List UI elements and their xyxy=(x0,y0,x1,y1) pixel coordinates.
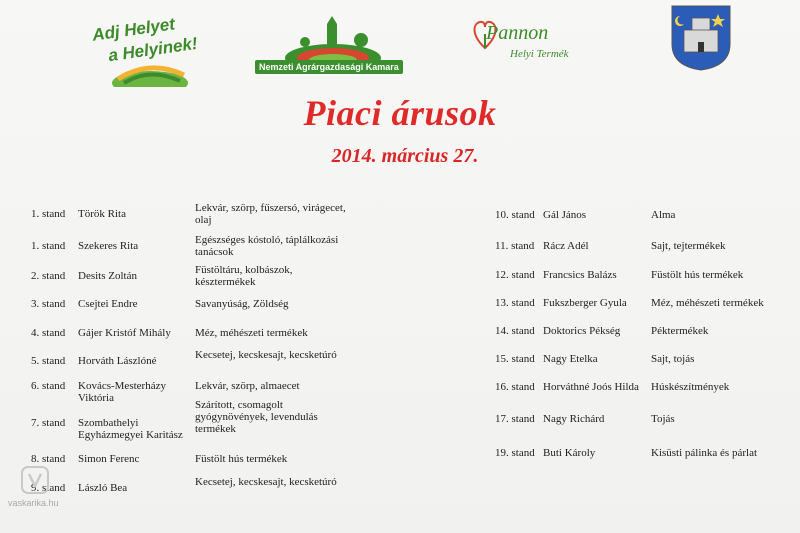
page-title: Piaci árusok xyxy=(303,93,497,133)
vendor-name: Simon Ferenc xyxy=(78,453,140,465)
vendor-name: Horváthné Joós Hilda xyxy=(543,381,639,393)
vendor-name: Francsics Balázs xyxy=(543,269,617,281)
pannon-logo xyxy=(470,14,580,76)
stand-number: 8. stand xyxy=(31,453,66,465)
stand-number: 15. stand xyxy=(495,353,535,365)
vendor-products: Füstölt hús termékek xyxy=(651,269,744,281)
stand-number: 9. stand xyxy=(31,482,66,494)
hill-sun-icon xyxy=(110,57,190,87)
vendor-name: Kovács-Mesterházy Viktória xyxy=(78,380,166,404)
stand-number: 4. stand xyxy=(31,327,66,339)
coat-of-arms xyxy=(670,4,732,72)
vendor-name: Nagy Etelka xyxy=(543,353,598,365)
vendor-products: Méz, méhészeti termékek xyxy=(651,297,764,309)
stand-number: 1. stand xyxy=(31,240,66,252)
vendor-products: Alma xyxy=(651,209,676,221)
stand-number: 16. stand xyxy=(495,381,535,393)
stand-number: 14. stand xyxy=(495,325,535,337)
nak-logo xyxy=(255,14,415,79)
event-date: 2014. március 27. xyxy=(331,145,479,167)
vendor-products: Kisüsti pálinka és párlat xyxy=(651,447,758,459)
vendor-products: Savanyúság, Zöldség xyxy=(195,298,289,310)
watermark-logo-icon xyxy=(20,465,50,495)
stand-number: 17. stand xyxy=(495,413,535,425)
vendor-products: Egészséges kóstoló, táplálkozási tanácsok xyxy=(195,234,339,258)
adj-helyet-logo xyxy=(80,12,230,87)
adj-helyet-line2: a Helyinek! xyxy=(107,33,199,66)
vendor-products: Füstölt hús termékek xyxy=(195,453,288,465)
shield-icon xyxy=(670,4,732,72)
stand-number: 13. stand xyxy=(495,297,535,309)
stand-number: 2. stand xyxy=(31,270,66,282)
vendor-name: László Bea xyxy=(78,482,128,494)
stand-number: 19. stand xyxy=(495,447,535,459)
vendor-name: Szombathelyi Egyházmegyei Karitász xyxy=(78,417,183,441)
vendor-products: Sajt, tojás xyxy=(651,353,695,365)
stand-number: 3. stand xyxy=(31,298,66,310)
vendor-name: Horváth Lászlóné xyxy=(78,355,157,367)
stand-number: 7. stand xyxy=(31,417,66,429)
vendor-name: Gájer Kristóf Mihály xyxy=(78,327,171,339)
adj-helyet-line1: Adj Helyet xyxy=(91,14,177,45)
nak-text: Nemzeti Agrárgazdasági Kamara xyxy=(255,60,403,74)
vendor-name: Desits Zoltán xyxy=(78,270,137,282)
pannon-line1: Pannon xyxy=(486,22,549,44)
stand-number: 10. stand xyxy=(495,209,535,221)
stand-number: 6. stand xyxy=(31,380,66,392)
vendor-name: Rácz Adél xyxy=(543,240,589,252)
vendor-products: Füstöltáru, kolbászok, késztermékek xyxy=(195,264,293,288)
stand-number: 12. stand xyxy=(495,269,535,281)
stand-number: 11. stand xyxy=(495,240,535,252)
vendor-name: Szekeres Rita xyxy=(78,240,139,252)
pannon-line2: Helyi Termék xyxy=(510,48,569,60)
vendor-products: Kecsetej, kecskesajt, kecsketúró xyxy=(195,476,337,488)
vendor-name: Doktorics Pékség xyxy=(543,325,621,337)
watermark-text: vaskarika.hu xyxy=(8,498,59,508)
vendor-name: Nagy Richárd xyxy=(543,413,605,425)
vendor-products: Szárított, csomagolt gyógynövények, levendulás termékek xyxy=(195,399,318,435)
vendor-name: Fukszberger Gyula xyxy=(543,297,627,309)
vendor-products: Sajt, tejtermékek xyxy=(651,240,726,252)
vendor-products: Tojás xyxy=(651,413,675,425)
vendor-name: Török Rita xyxy=(78,208,126,220)
vendor-products: Lekvár, szörp, almaecet xyxy=(195,380,300,392)
stand-number: 5. stand xyxy=(31,355,66,367)
stand-number: 1. stand xyxy=(31,208,66,220)
vendor-products: Húskészítmények xyxy=(651,381,730,393)
vendor-products: Kecsetej, kecskesajt, kecsketúró xyxy=(195,349,337,361)
vendor-name: Csejtei Endre xyxy=(78,298,138,310)
vendor-products: Méz, méhészeti termékek xyxy=(195,327,308,339)
vendor-products: Péktermékek xyxy=(651,325,709,337)
vendor-name: Buti Károly xyxy=(543,447,596,459)
vendor-products: Lekvár, szörp, fűszersó, virágecet, olaj xyxy=(195,202,346,226)
vendor-name: Gál János xyxy=(543,209,587,221)
castle-hill-icon xyxy=(283,14,383,62)
